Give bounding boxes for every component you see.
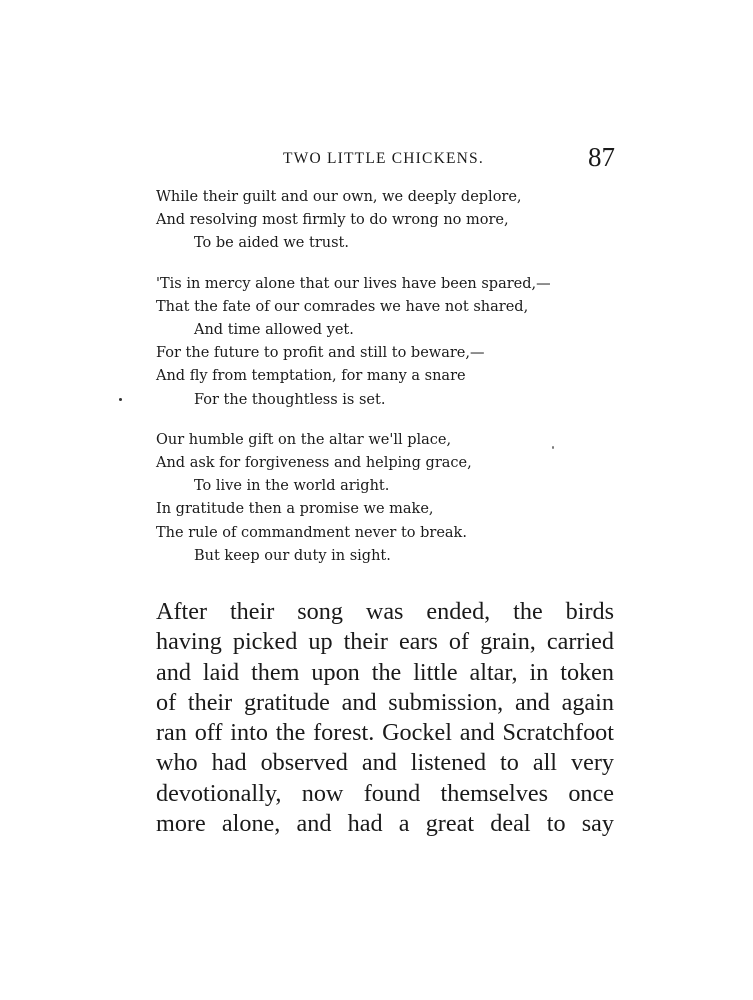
- prose-line: of their gratitude and submission, and again: [156, 688, 614, 716]
- poem-line: That the fate of our comrades we have not shared,: [156, 298, 529, 315]
- prose-paragraph: [156, 597, 614, 839]
- poem-line: In gratitude then a promise we make,: [156, 501, 434, 518]
- running-title: TWO LITTLE CHICKENS.: [283, 150, 484, 167]
- page-number: 87: [588, 142, 615, 172]
- prose-line: more alone, and had a great deal to say: [156, 810, 614, 838]
- prose-line: having picked up their ears of grain, carried: [156, 628, 614, 656]
- poem-line: And time allowed yet.: [194, 322, 354, 339]
- poem-line: For the thoughtless is set.: [194, 391, 386, 408]
- poem-line: While their guilt and our own, we deeply deplore,: [156, 189, 522, 205]
- poem-stanza: [156, 273, 616, 412]
- poem-line: To be aided we trust.: [194, 235, 349, 252]
- prose-line: who had observed and listened to all very: [156, 749, 614, 777]
- ink-speck: [552, 446, 554, 449]
- poem-line: And ask for forgiveness and helping grace,: [156, 455, 472, 472]
- poem-line: 'Tis in mercy alone that our lives have been spared,—: [156, 275, 551, 292]
- ink-speck: [119, 398, 122, 401]
- prose-line: ran off into the forest. Gockel and Scratchfoot: [156, 719, 614, 747]
- poem-line: And fly from temptation, for many a snare: [156, 368, 466, 385]
- poem-line: And resolving most firmly to do wrong no more,: [156, 212, 509, 229]
- prose-line: devotionally, now found themselves once: [156, 779, 614, 807]
- poem-line: For the future to profit and still to beware,—: [156, 345, 485, 362]
- poem-stanza: [156, 429, 616, 568]
- poem-line: The rule of commandment never to break.: [156, 524, 467, 541]
- poem-stanza: [156, 186, 616, 256]
- poem-line: To live in the world aright.: [194, 478, 390, 495]
- prose-line: and laid them upon the little altar, in token: [156, 658, 614, 686]
- poem-line: Our humble gift on the altar we'll place,: [156, 431, 452, 448]
- poem: [156, 186, 616, 585]
- running-head: [155, 142, 615, 178]
- prose-line: After their song was ended, the birds: [156, 598, 614, 625]
- poem-line: But keep our duty in sight.: [194, 547, 391, 564]
